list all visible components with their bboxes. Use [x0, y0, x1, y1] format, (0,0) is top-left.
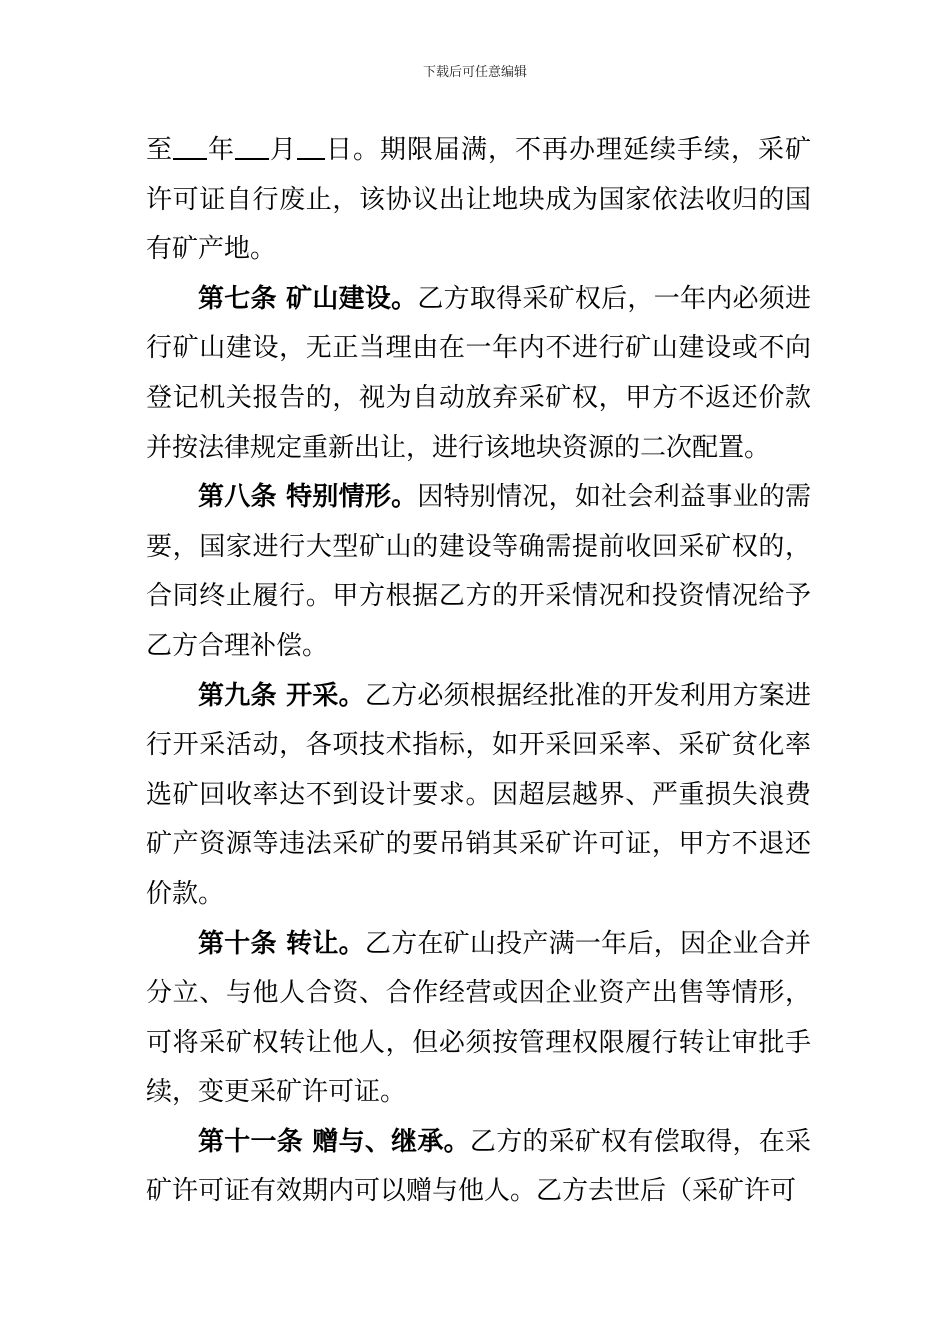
text-segment: 至 [146, 135, 173, 165]
article-10 [146, 920, 811, 1118]
blank-year [173, 136, 207, 160]
article-heading: 第九条 开采。 [198, 680, 365, 711]
article-8 [146, 473, 811, 671]
article-heading: 第十一条 赠与、继承。 [198, 1126, 470, 1157]
paragraph-term-expiry [146, 126, 811, 275]
text-segment: 年 [207, 135, 235, 165]
article-body: 乙方必须根据经批准的开发利用方案进行开采活动，各项技术指标，如开采回采率、采矿贫化率选矿回收率达不到设计要求。因超层越界、严重损失浪费矿产资源等违法采矿的要吊销其采矿许可证，甲方不退还价款。 [146, 680, 811, 909]
article-body: 因特别情况，如社会利益事业的需要，国家进行大型矿山的建设等确需提前收回采矿权的，合同终止履行。甲方根据乙方的开采情况和投资情况给予乙方合理补偿。 [146, 482, 811, 661]
page-header [0, 64, 950, 82]
article-heading: 第八条 特别情形。 [198, 482, 418, 513]
article-11 [146, 1118, 811, 1217]
article-heading: 第七条 矿山建设。 [198, 283, 418, 314]
article-heading: 第十条 转让。 [198, 928, 365, 959]
article-body: 乙方取得采矿权后，一年内必须进行矿山建设，无正当理由在一年内不进行矿山建设或不向登记机关报告的，视为自动放弃采矿权，甲方不返还价款并按法律规定重新出让，进行该地块资源的二次配置。 [146, 283, 811, 463]
header-text: 下载后可任意编辑 [422, 65, 527, 80]
blank-day [297, 136, 325, 160]
blank-month [235, 136, 269, 160]
article-9 [146, 672, 811, 920]
article-7 [146, 275, 811, 473]
article-body: 乙方在矿山投产满一年后，因企业合并分立、与他人合资、合作经营或因企业资产出售等情形，可将采矿权转让他人，但必须按管理权限履行转让审批手续，变更采矿许可证。 [146, 928, 811, 1108]
text-segment: 月 [269, 135, 297, 165]
document-body [146, 126, 811, 1217]
text-segment: 日。期限届满，不再办理延续手续，采矿许可证自行废止，该协议出让地块成为国家依法收归的国有矿产地。 [146, 135, 811, 265]
article-body: 乙方的采矿权有偿取得，在采矿许可证有效期内可以赠与他人。乙方去世后（采矿许可 [146, 1126, 811, 1207]
